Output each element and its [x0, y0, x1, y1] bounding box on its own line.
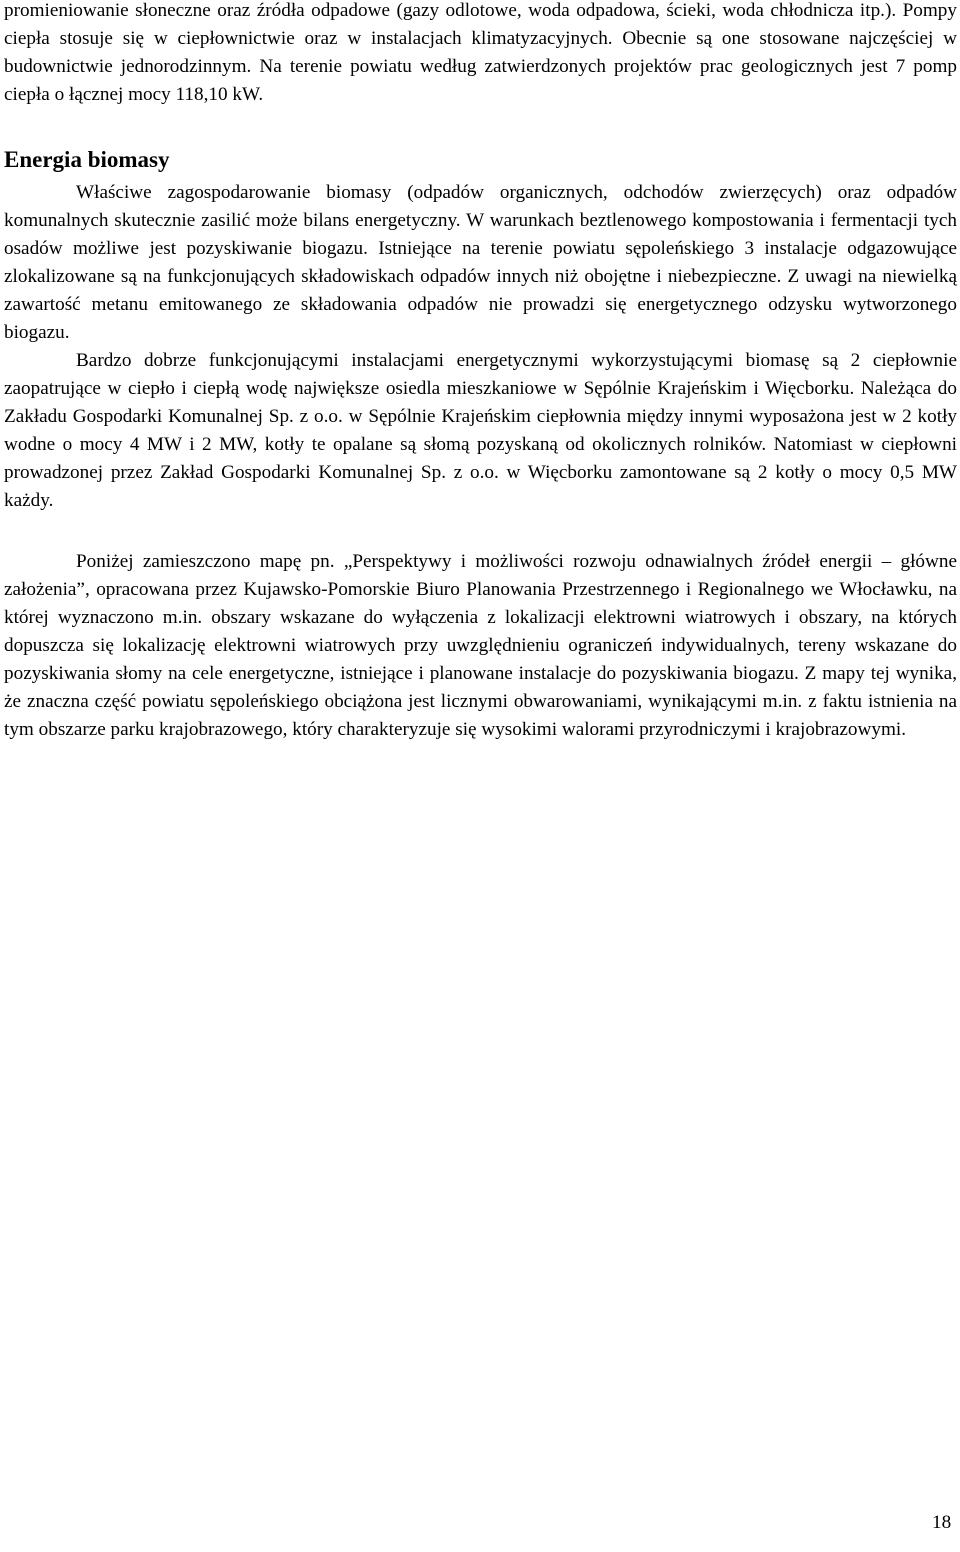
- map-paragraph: Poniżej zamieszczono mapę pn. „Perspektywy i możliwości rozwoju odnawialnych źródeł energii – główne założenia”, opracowana przez Kujawsko-Pomorskie Biuro Planowania Przestrzennego i Regionalnego we Włocławku, na której wyznaczono m.in. obszary wskazane do wyłączenia z lokalizacji elektrowni wiatrowych i obszary, na których dopuszcza się lokalizację elektrowni wiatrowych przy uwzględnieniu ograniczeń indywidualnych, tereny wskazane do pozyskiwania słomy na cele energetyczne, istniejące i planowane instalacje do pozyskiwania biogazu. Z mapy tej wynika, że znaczna część powiatu sępoleńskiego obciążona jest licznymi obwarowaniami, wynikającymi m.in. z faktu istnienia na tym obszarze parku krajobrazowego, który charakteryzuje się wysokimi walorami przyrodniczymi i krajobrazowymi.: [4, 551, 957, 740]
- document-page: [4, 0, 957, 744]
- page-number: 18: [932, 1512, 952, 1533]
- biomass-paragraph-1: Właściwe zagospodarowanie biomasy (odpadów organicznych, odchodów zwierzęcych) oraz odpadów komunalnych skutecznie zasilić może bilans energetyczny. W warunkach beztlenowego kompostowania i fermentacji tych osadów możliwe jest pozyskiwanie biogazu. Istniejące na terenie powiatu sępoleńskiego 3 instalacje odgazowujące zlokalizowane są na funkcjonujących składowiskach odpadów innych niż obojętne i niebezpieczne. Z uwagi na niewielką zawartość metanu emitowanego ze składowania odpadów nie prowadzi się energetycznego odzysku wytworzonego biogazu.: [4, 182, 957, 343]
- intro-paragraph: promieniowanie słoneczne oraz źródła odpadowe (gazy odlotowe, woda odpadowa, ścieki, woda chłodnicza itp.). Pompy ciepła stosuje się w ciepłownictwie oraz w instalacjach klimatyzacyjnych. Obecnie są one stosowane najczęściej w budownictwie jednorodzinnym. Na terenie powiatu według zatwierdzonych projektów prac geologicznych jest 7 pomp ciepła o łącznej mocy 118,10 kW.: [4, 0, 957, 105]
- biomass-paragraph-2: Bardzo dobrze funkcjonującymi instalacjami energetycznymi wykorzystującymi biomasę są 2 ciepłownie zaopatrujące w ciepło i ciepłą wodę największe osiedla mieszkaniowe w Sępólnie Krajeńskim i Więcborku. Należąca do Zakładu Gospodarki Komunalnej Sp. z o.o. w Sępólnie Krajeńskim ciepłownia między innymi wyposażona jest w 2 kotły wodne o mocy 4 MW i 2 MW, kotły te opalane są słomą pozyskaną od okolicznych rolników. Natomiast w ciepłowni prowadzonej przez Zakład Gospodarki Komunalnej Sp. z o.o. w Więcborku zamontowane są 2 kotły o mocy 0,5 MW każdy.: [4, 350, 957, 511]
- section-heading-biomass: Energia biomasy: [4, 147, 170, 172]
